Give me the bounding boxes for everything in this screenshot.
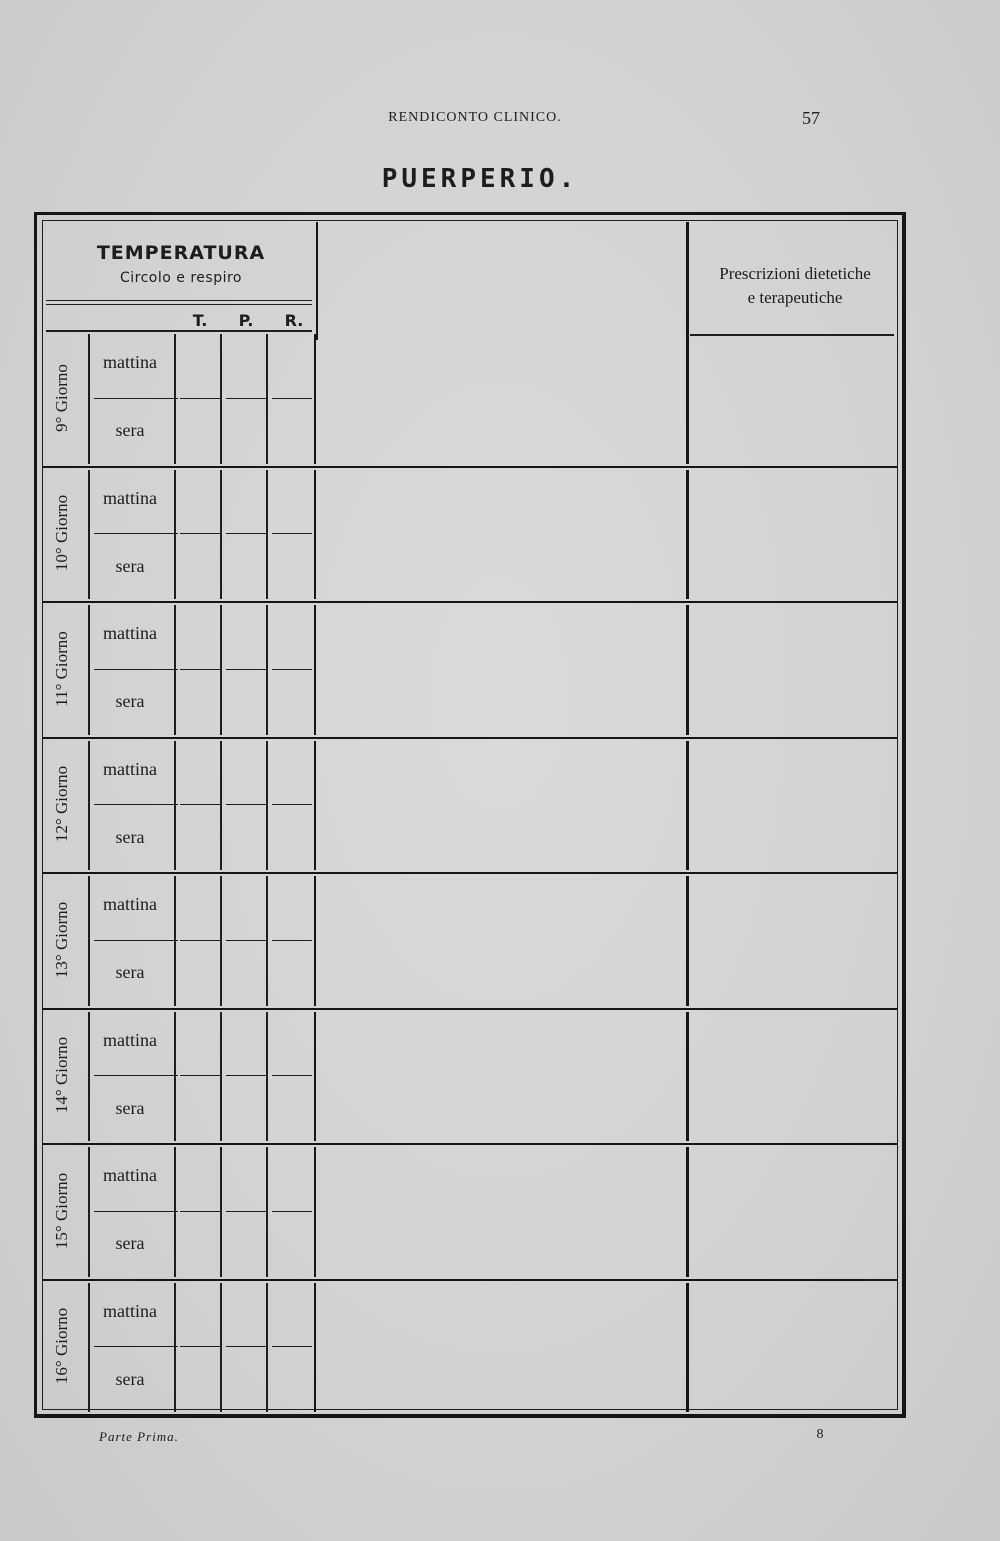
header-bottom-rule — [46, 330, 312, 332]
pulse-evening-cell[interactable] — [222, 1347, 266, 1411]
header-double-rule-2 — [46, 304, 312, 305]
pulse-morning-cell[interactable] — [222, 876, 266, 940]
evening-row-label: sera — [115, 826, 145, 847]
prescriptions-heading — [692, 262, 898, 310]
day-label-cell — [42, 872, 82, 1008]
day-separator — [42, 1008, 898, 1010]
respiration-evening-cell[interactable] — [268, 399, 312, 463]
prescriptions-cell[interactable] — [690, 470, 896, 600]
respiration-morning-cell[interactable] — [268, 334, 312, 398]
column-label-pulse: P. — [238, 311, 254, 330]
temperature-morning-cell[interactable] — [176, 741, 220, 805]
row-separator — [94, 398, 178, 399]
prescriptions-heading-line1: Prescrizioni dietetiche — [719, 264, 871, 283]
evening-row-label: sera — [115, 555, 145, 576]
column-label-respiration: R. — [284, 311, 304, 330]
evening-row-label: sera — [115, 1233, 145, 1253]
morning-row-label: mattina — [103, 758, 157, 779]
respiration-evening-cell[interactable] — [268, 805, 312, 869]
day-separator — [42, 872, 898, 874]
day-label-cell — [42, 737, 82, 873]
evening-row-label: sera — [115, 1097, 145, 1118]
respiration-morning-cell[interactable] — [268, 741, 312, 805]
header-column-divider — [316, 222, 318, 340]
prescriptions-cell[interactable] — [690, 876, 896, 1006]
respiration-morning-cell[interactable] — [268, 876, 312, 940]
day-label: 12° Giorno — [52, 766, 71, 843]
respiration-morning-cell[interactable] — [268, 1012, 312, 1076]
day-label-cell — [42, 601, 82, 737]
prescriptions-cell[interactable] — [690, 1147, 896, 1277]
notes-column-divider — [314, 741, 316, 871]
notes-cell[interactable] — [317, 1012, 685, 1142]
frame-right — [902, 212, 906, 1418]
row-separator — [94, 1075, 178, 1076]
notes-column-divider — [314, 1012, 316, 1142]
row-separator — [94, 1211, 178, 1212]
temperature-evening-cell[interactable] — [176, 805, 220, 869]
respiration-morning-cell[interactable] — [268, 470, 312, 534]
page-title: PUERPERIO. — [381, 164, 579, 194]
page-number: 57 — [802, 108, 820, 128]
pulse-morning-cell[interactable] — [222, 334, 266, 398]
evening-row-label: sera — [115, 1368, 145, 1389]
day-separator — [42, 466, 898, 468]
prescriptions-column-divider — [686, 1283, 689, 1413]
day-label-cell — [42, 466, 82, 602]
day-label: 15° Giorno — [52, 1172, 71, 1249]
temperature-evening-cell[interactable] — [176, 534, 220, 598]
prescriptions-column-divider — [686, 741, 689, 871]
running-head: RENDICONTO CLINICO. — [388, 110, 562, 125]
temperature-evening-cell[interactable] — [176, 1347, 220, 1411]
notes-cell[interactable] — [317, 1147, 685, 1277]
frame-bottom — [34, 1414, 906, 1418]
pulse-morning-cell[interactable] — [222, 741, 266, 805]
temperature-morning-cell[interactable] — [176, 876, 220, 940]
prescriptions-column-divider — [686, 222, 689, 340]
pulse-evening-cell[interactable] — [222, 941, 266, 1005]
notes-column-divider — [314, 334, 316, 464]
day-label: 9° Giorno — [52, 363, 71, 432]
temperature-evening-cell[interactable] — [176, 941, 220, 1005]
row-separator — [94, 940, 178, 941]
prescriptions-cell[interactable] — [690, 605, 896, 735]
pulse-morning-cell[interactable] — [222, 605, 266, 669]
pulse-evening-cell[interactable] — [222, 805, 266, 869]
day-separator — [42, 1143, 898, 1145]
row-separator — [94, 1346, 178, 1347]
temperature-evening-cell[interactable] — [176, 1212, 220, 1276]
temperature-morning-cell[interactable] — [176, 1147, 220, 1211]
respiration-evening-cell[interactable] — [268, 670, 312, 734]
pulse-evening-cell[interactable] — [222, 534, 266, 598]
temperature-morning-cell[interactable] — [176, 1283, 220, 1347]
temperature-evening-cell[interactable] — [176, 1076, 220, 1140]
row-separator — [94, 533, 178, 534]
row-separator — [94, 669, 178, 670]
respiration-evening-cell[interactable] — [268, 534, 312, 598]
frame-left — [34, 212, 37, 1418]
pulse-morning-cell[interactable] — [222, 1283, 266, 1347]
respiration-evening-cell[interactable] — [268, 1076, 312, 1140]
prescriptions-cell[interactable] — [690, 741, 896, 871]
temperature-morning-cell[interactable] — [176, 1012, 220, 1076]
column-label-temperature: T. — [192, 311, 208, 330]
temperature-morning-cell[interactable] — [176, 334, 220, 398]
notes-cell[interactable] — [317, 741, 685, 871]
day-separator — [42, 601, 898, 603]
day-label: 16° Giorno — [52, 1308, 71, 1385]
morning-row-label: mattina — [103, 352, 157, 372]
frame-top — [34, 212, 906, 215]
notes-column-divider — [314, 470, 316, 600]
temperature-heading: TEMPERATURA — [96, 242, 266, 264]
notes-cell[interactable] — [317, 334, 685, 464]
prescriptions-cell[interactable] — [690, 1012, 896, 1142]
morning-row-label: mattina — [103, 487, 157, 508]
frame-inner-top — [42, 220, 898, 221]
respiration-evening-cell[interactable] — [268, 1212, 312, 1276]
prescriptions-column-divider — [686, 1012, 689, 1142]
respiration-morning-cell[interactable] — [268, 1283, 312, 1347]
prescriptions-column-divider — [686, 334, 689, 464]
morning-row-label: mattina — [103, 1165, 157, 1185]
pulse-morning-cell[interactable] — [222, 1012, 266, 1076]
temperature-morning-cell[interactable] — [176, 470, 220, 534]
day-label: 11° Giorno — [52, 630, 71, 707]
day-separator — [42, 1279, 898, 1281]
section-footer: Parte Prima. — [99, 1429, 179, 1444]
prescriptions-column-divider — [686, 605, 689, 735]
day-label: 14° Giorno — [52, 1037, 71, 1114]
notes-column-divider — [314, 1147, 316, 1277]
morning-row-label: mattina — [103, 1029, 157, 1050]
prescriptions-column-divider — [686, 1147, 689, 1277]
prescriptions-cell[interactable] — [690, 334, 896, 464]
pulse-morning-cell[interactable] — [222, 1147, 266, 1211]
notes-column-divider — [314, 876, 316, 1006]
pulse-evening-cell[interactable] — [222, 670, 266, 734]
evening-row-label: sera — [115, 420, 145, 440]
notes-cell[interactable] — [317, 605, 685, 735]
day-label-cell — [42, 1143, 82, 1279]
pulse-evening-cell[interactable] — [222, 1076, 266, 1140]
temperature-subheading: Circolo e respiro — [120, 270, 242, 286]
temperature-evening-cell[interactable] — [176, 670, 220, 734]
temperature-morning-cell[interactable] — [176, 605, 220, 669]
frame-inner-right — [897, 220, 898, 1410]
day-separator — [42, 737, 898, 739]
notes-column-divider — [314, 605, 316, 735]
day-label-cell — [42, 1279, 82, 1415]
respiration-morning-cell[interactable] — [268, 1147, 312, 1211]
pulse-morning-cell[interactable] — [222, 470, 266, 534]
day-label: 10° Giorno — [52, 495, 71, 572]
notes-cell[interactable] — [317, 1283, 685, 1413]
notes-cell[interactable] — [317, 876, 685, 1006]
signature-mark: 8 — [816, 1427, 824, 1442]
prescriptions-heading-line2: e terapeutiche — [747, 288, 843, 307]
temperature-evening-cell[interactable] — [176, 399, 220, 463]
respiration-morning-cell[interactable] — [268, 605, 312, 669]
header-double-rule-1 — [46, 300, 312, 301]
notes-cell[interactable] — [317, 470, 685, 600]
day-label-cell — [42, 1008, 82, 1144]
pulse-evening-cell[interactable] — [222, 399, 266, 463]
day-label: 13° Giorno — [52, 901, 71, 978]
clinical-form — [34, 212, 906, 1418]
evening-row-label: sera — [115, 962, 145, 982]
morning-row-label: mattina — [103, 1300, 157, 1321]
notes-column-divider — [314, 1283, 316, 1413]
row-separator — [94, 804, 178, 805]
respiration-evening-cell[interactable] — [268, 941, 312, 1005]
prescriptions-column-divider — [686, 876, 689, 1006]
morning-row-label: mattina — [103, 894, 157, 914]
prescriptions-column-divider — [686, 470, 689, 600]
respiration-evening-cell[interactable] — [268, 1347, 312, 1411]
day-label-cell — [42, 330, 82, 466]
evening-row-label: sera — [115, 691, 145, 711]
morning-row-label: mattina — [103, 623, 157, 643]
prescriptions-cell[interactable] — [690, 1283, 896, 1413]
pulse-evening-cell[interactable] — [222, 1212, 266, 1276]
